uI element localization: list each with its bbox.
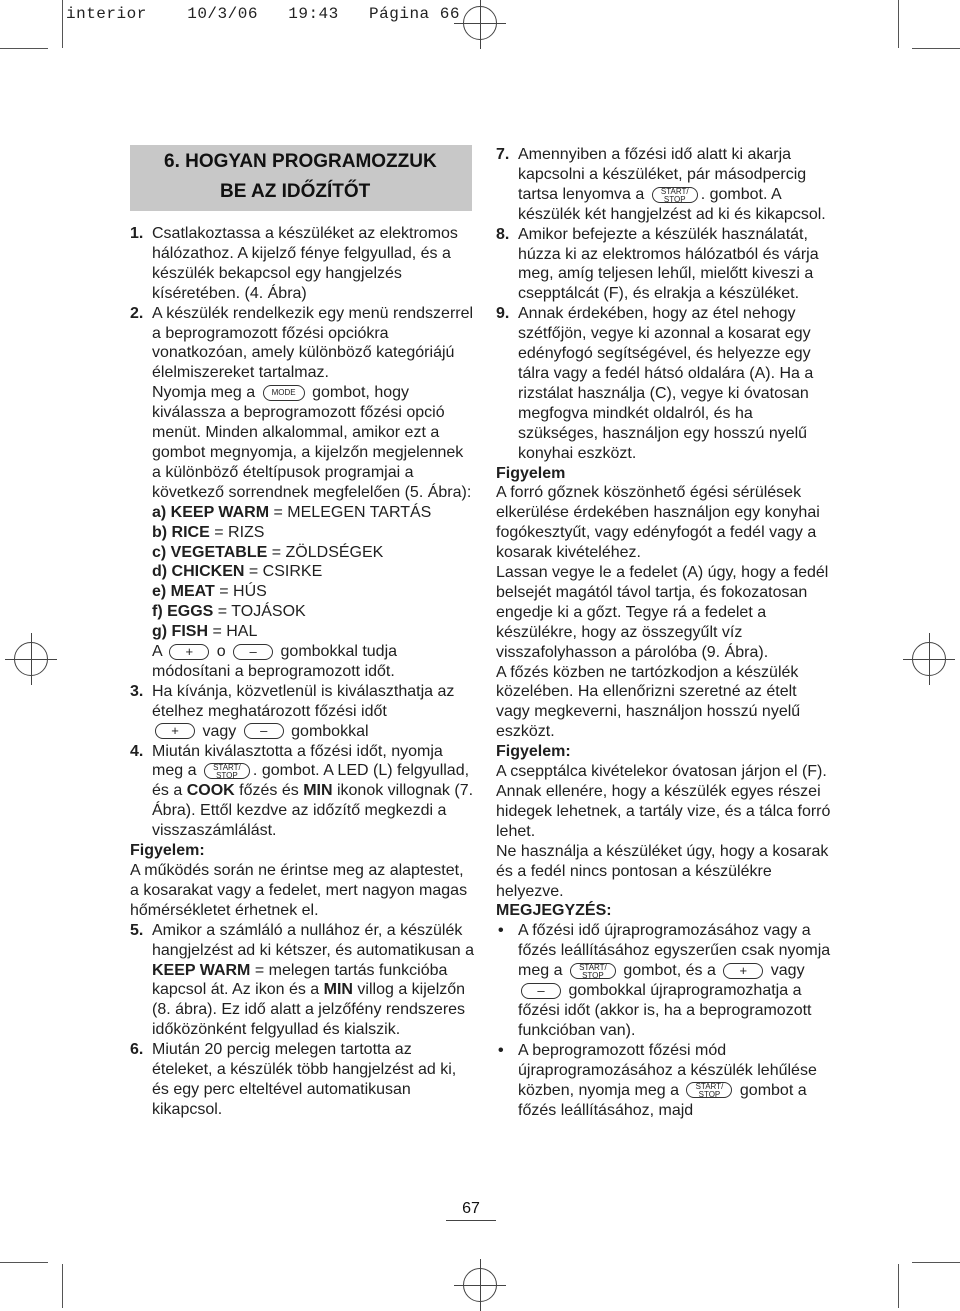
registration-mark: [463, 6, 497, 40]
right-column: [496, 145, 831, 1120]
warning-paragraph: A csepptálca kivételekor óvatosan járjon el (F). Annak ellenére, hogy a készülék egyes részei hidegek lehetnek, a tartály vize, és a tálca forró lehet.: [496, 763, 831, 840]
bullet-icon: •: [498, 922, 504, 940]
start-stop-button-icon: START/ STOP: [204, 763, 250, 779]
warning-heading: Figyelem:: [496, 743, 571, 761]
registration-mark: [912, 642, 946, 676]
option-keep-warm: a) KEEP WARM = MELEGEN TARTÁS: [152, 503, 432, 521]
crop-mark: [62, 1264, 63, 1308]
step-7: 7. Amennyiben a főzési idő alatt ki akarja kapcsolni a készüléket, pár másodpercig tartsa lenyomva a START/ STOP . gombot. A készülék két hangjelzést ad ki és kikapcsol.: [496, 146, 826, 223]
crop-mark: [0, 48, 48, 49]
warning-heading: Figyelem:: [130, 842, 205, 860]
step-4: 4. Miután kiválasztotta a főzési időt, nyomja meg a START/ STOP . gombot. A LED (L) felgyullad, és a COOK főzés és MIN ikonok villognak (7. Ábra). Ettől kezdve az időzítő megkezdi a visszaszámlálást.: [130, 742, 474, 840]
mode-button-icon: MODE: [263, 385, 305, 401]
registration-mark: [463, 1268, 497, 1302]
caution-heading: Figyelem: [496, 464, 566, 482]
plus-button-icon: +: [169, 644, 209, 660]
step-2: 2. A készülék rendelkezik egy menü rendszerrel a beprogramozott főzési opciókra vonatkozóan, amely különböző kategóriájú élelmiszereket tartalmaz. Nyomja meg a MODE gombot, hogy kiválassza a beprogramozott főzési opció menüt. Minden alkalommal, amikor ezt a gombot megnyomja, a kijelzőn megjelennek a különböző ételtípusok programjai a következő sorrendnek megfelelően (5. Ábra): a) KEEP WARM = MELEGEN TARTÁS b) RICE = RIZS c) VEGETABLE = ZÖLDSÉGEK d) CHICKEN = CSIRKE e) MEAT = HÚS f) EGGS = TOJÁSOK g) FISH = HAL A + o – gombokkal tudja módosítani a beprogramozott időt.: [130, 304, 474, 680]
plus-button-icon: +: [155, 723, 195, 739]
crop-mark: [62, 0, 63, 48]
step-8: 8. Amikor befejezte a készülék használatát, húzza ki az elektromos hálózatból és várja meg, amíg teljesen lehűl, mielőtt kiveszi a csepptálcát (F), és elrakja a készüléket.: [496, 225, 819, 303]
minus-button-icon: –: [244, 723, 284, 739]
page-number: 67: [446, 1200, 496, 1221]
warning-text: A működés során ne érintse meg az alaptestet, a kosarakat vagy a fedelet, mert nagyon magas hőmérsékletet érhetnek el.: [130, 862, 468, 919]
crop-mark: [912, 1262, 960, 1263]
step-9: 9. Annak érdekében, hogy az étel nehogy szétfőjön, vegye ki azonnal a kosarat egy edényfogó segítségével, és helyezze egy tálra vagy a fedél hátsó oldalára (A). Ha a rizstálat használja (C), vegye ki óvatosan megfogva mindkét oldalról, és ha szükséges, használjon egy hosszú nyelű konyhai eszközt.: [496, 305, 814, 462]
left-column: [130, 224, 474, 1120]
minus-button-icon: –: [233, 644, 273, 660]
step-6: 6. Miután 20 percig melegen tartotta az ételeket, a készülék több hangjelzést ad ki, és egy perc elteltével automatikusan kikapcsol.: [130, 1041, 457, 1118]
registration-mark: [14, 642, 48, 676]
option-fish: g) FISH = HAL: [152, 623, 258, 641]
note-bullet: • A beprogramozott főzési mód újraprogramozásához a készülék lehűlése közben, nyomja meg a START/ STOP gombot a főzés leállításához, majd: [498, 1041, 817, 1119]
minus-button-icon: –: [521, 983, 561, 999]
warning-paragraph: Ne használja a készüléket úgy, hogy a kosarak és a fedél nincs pontosan a készülékre helyezve.: [496, 842, 829, 900]
title-line-2: BE AZ IDŐZÍTŐT: [220, 181, 371, 202]
crop-mark: [898, 1264, 899, 1308]
crop-mark: [898, 0, 899, 48]
caution-paragraph: A főzés közben ne tartózkodjon a készülék közelében. Ha ellenőrizni szeretné az ételt vagy megkeverni, használjon hosszú nyelű eszközt.: [496, 663, 801, 741]
option-meat: e) MEAT = HÚS: [152, 583, 267, 601]
title-line-1: 6. HOGYAN PROGRAMOZZUK: [164, 151, 437, 172]
start-stop-button-icon: START/ STOP: [570, 963, 616, 979]
crop-mark: [912, 48, 960, 49]
note-heading: MEGJEGYZÉS:: [496, 902, 612, 920]
step-1: 1. Csatlakoztassa a készüléket az elektromos hálózathoz. A kijelző fénye felgyullad, és a készülék bekapcsol egy hangjelzés kíséretében. (4. Ábra): [130, 225, 458, 302]
step-5: 5. Amikor a számláló a nullához ér, a készülék hangjelzést ad ki kétszer, és automatikusan a KEEP WARM = melegen tartás funkcióba kapcsol át. Az ikon és a MIN villog a kijelzőn (8. ábra). Ez idő alatt a jelzőfény rendszeres időközönként felgyullad és kialszik.: [130, 921, 474, 1039]
crop-mark: [0, 1262, 48, 1263]
option-rice: b) RICE = RIZS: [152, 523, 265, 541]
option-eggs: f) EGGS = TOJÁSOK: [152, 603, 306, 621]
caution-paragraph: A forró gőznek köszönhető égési sérülések elkerülése érdekében használjon egy konyhai fogókesztyűt, vagy edényfogót a fedél vagy a kosarak kivételéhez.: [496, 484, 820, 562]
start-stop-button-icon: START/ STOP: [686, 1082, 732, 1098]
bullet-icon: •: [498, 1041, 504, 1059]
printer-header: interior 10/3/06 19:43 Página 66: [66, 5, 460, 23]
option-vegetable: c) VEGETABLE = ZÖLDSÉGEK: [152, 543, 384, 561]
step-3: 3. Ha kívánja, közvetlenül is kiválaszthatja az ételhez meghatározott főzési időt + vagy – gombokkal: [130, 682, 455, 740]
caution-paragraph: Lassan vegye le a fedelet (A) úgy, hogy a fedél belsejét magától távol tartja, és fokozatosan engedje ki a gőzt. Tegye rá a fedelet a készülékre, hogy az összegyűlt víz visszafolyhasson a párolóba (9. Ábra).: [496, 564, 829, 661]
note-bullet: • A főzési idő újraprogramozásához vagy a főzés leállításához egyszerűen csak nyomja meg a START/ STOP gombot, és a + vagy – gombokkal újraprogramozhatja a főzési időt (akkor is, ha a beprogramozott funkcióban van).: [498, 922, 831, 1039]
section-title: [130, 145, 472, 211]
option-chicken: d) CHICKEN = CSIRKE: [152, 563, 323, 581]
plus-button-icon: +: [723, 963, 763, 979]
start-stop-button-icon: START/ STOP: [652, 187, 698, 203]
